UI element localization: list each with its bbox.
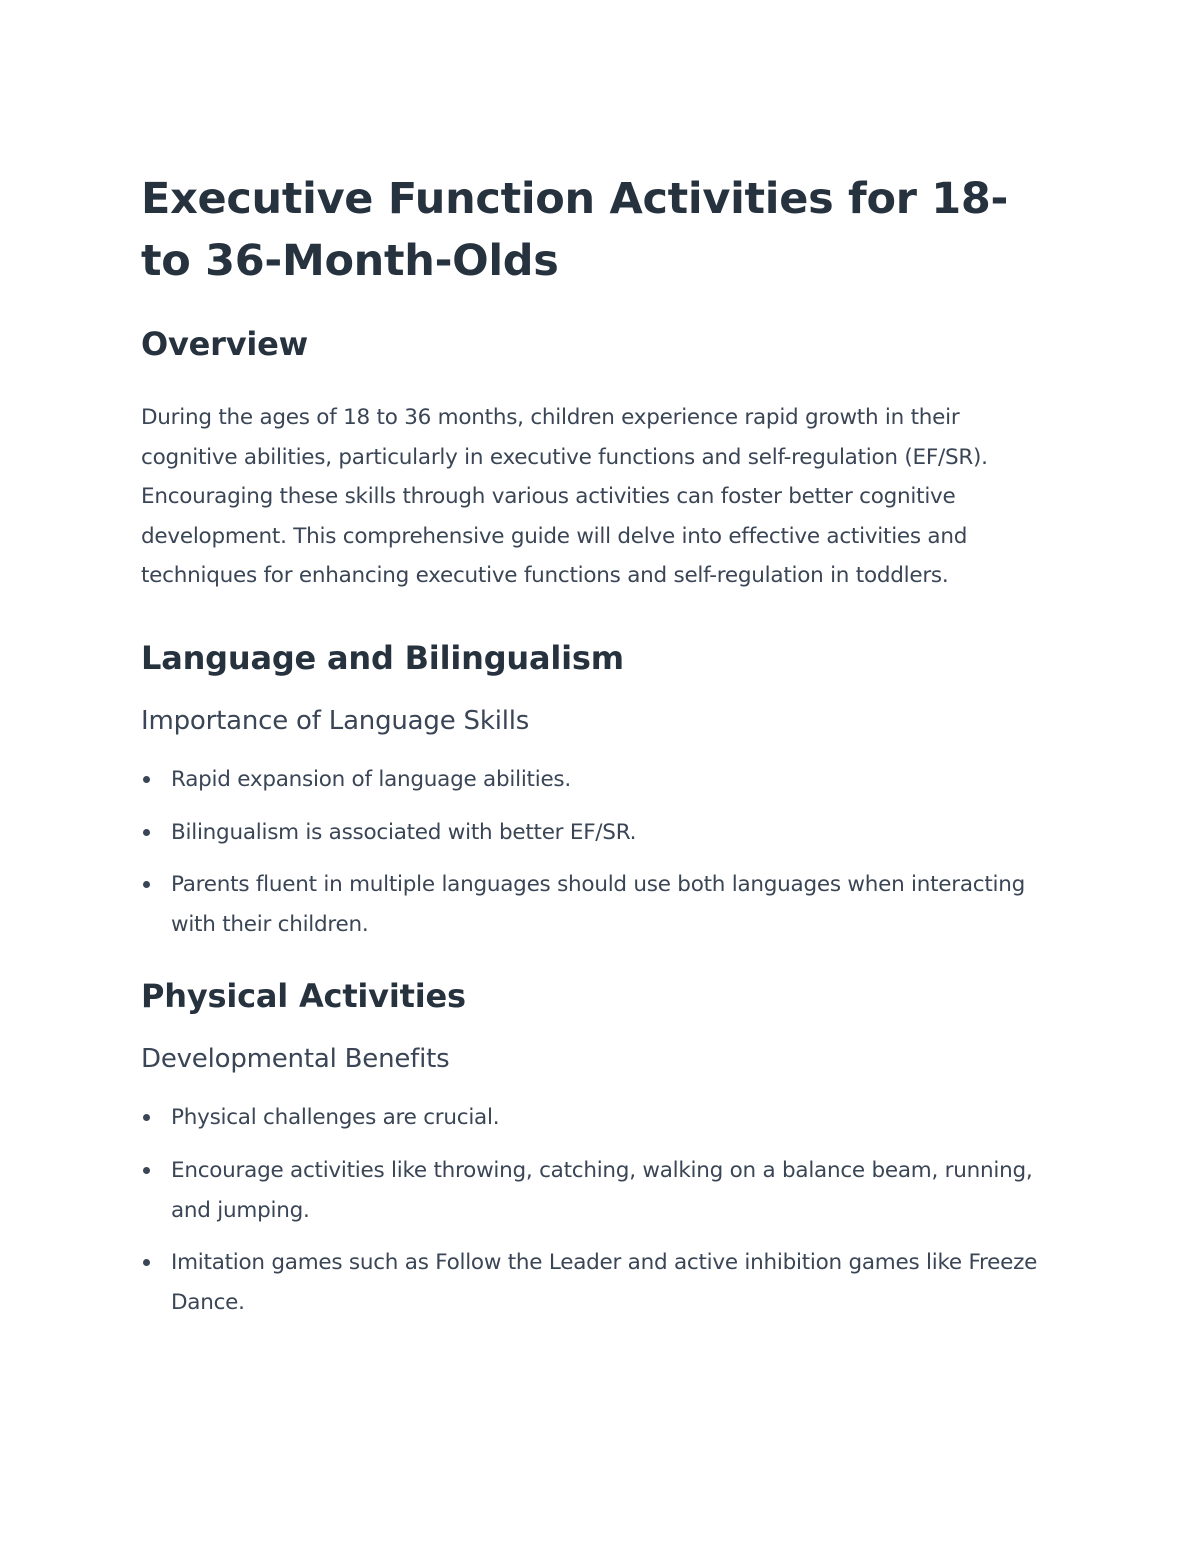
section-language bbox=[141, 638, 1056, 944]
list-item-text: Imitation games such as Follow the Leader and active inhibition games like Freeze Dance. bbox=[171, 1250, 1038, 1315]
language-list bbox=[141, 760, 1056, 944]
bullet-icon bbox=[143, 1114, 150, 1121]
list-item bbox=[141, 1098, 1056, 1138]
page-title: Executive Function Activities for 18- to 36-Month-Olds bbox=[141, 174, 1009, 286]
list-item-text: Physical challenges are crucial. bbox=[171, 1105, 500, 1131]
document-page bbox=[141, 168, 1056, 1322]
list-item bbox=[141, 1151, 1056, 1230]
list-item bbox=[141, 813, 1056, 853]
bullet-icon bbox=[143, 1167, 150, 1174]
list-item bbox=[141, 760, 1056, 800]
section-heading-physical: Physical Activities bbox=[141, 977, 466, 1016]
section-heading-overview: Overview bbox=[141, 325, 309, 363]
overview-paragraph: During the ages of 18 to 36 months, children experience rapid growth in their cognitive abilities, particularly in executive functions and self-regulation (EF/SR). Encouraging these skills through various activities can foster better cognitive development. This comprehensive guide will delve into effective activities and techniques for enhancing executive functions and self-regulation in toddlers. bbox=[141, 405, 988, 589]
list-item bbox=[141, 1243, 1056, 1322]
section-physical bbox=[141, 976, 1056, 1322]
physical-list bbox=[141, 1098, 1056, 1322]
list-item-text: Parents fluent in multiple languages should use both languages when interacting with their children. bbox=[171, 872, 1026, 937]
bullet-icon bbox=[143, 1259, 150, 1266]
list-item-text: Encourage activities like throwing, catching, walking on a balance beam, running, and jumping. bbox=[171, 1157, 1033, 1223]
section-heading-language: Language and Bilingualism bbox=[141, 638, 624, 677]
list-item-text: Bilingualism is associated with better EF/SR. bbox=[171, 819, 637, 845]
section-overview bbox=[141, 324, 1056, 596]
subheading-developmental-benefits: Developmental Benefits bbox=[141, 1044, 450, 1075]
bullet-icon bbox=[143, 776, 150, 783]
list-item-text: Rapid expansion of language abilities. bbox=[171, 766, 571, 792]
bullet-icon bbox=[143, 829, 150, 836]
bullet-icon bbox=[143, 881, 150, 888]
subheading-language-skills: Importance of Language Skills bbox=[141, 705, 530, 736]
list-item bbox=[141, 865, 1056, 944]
